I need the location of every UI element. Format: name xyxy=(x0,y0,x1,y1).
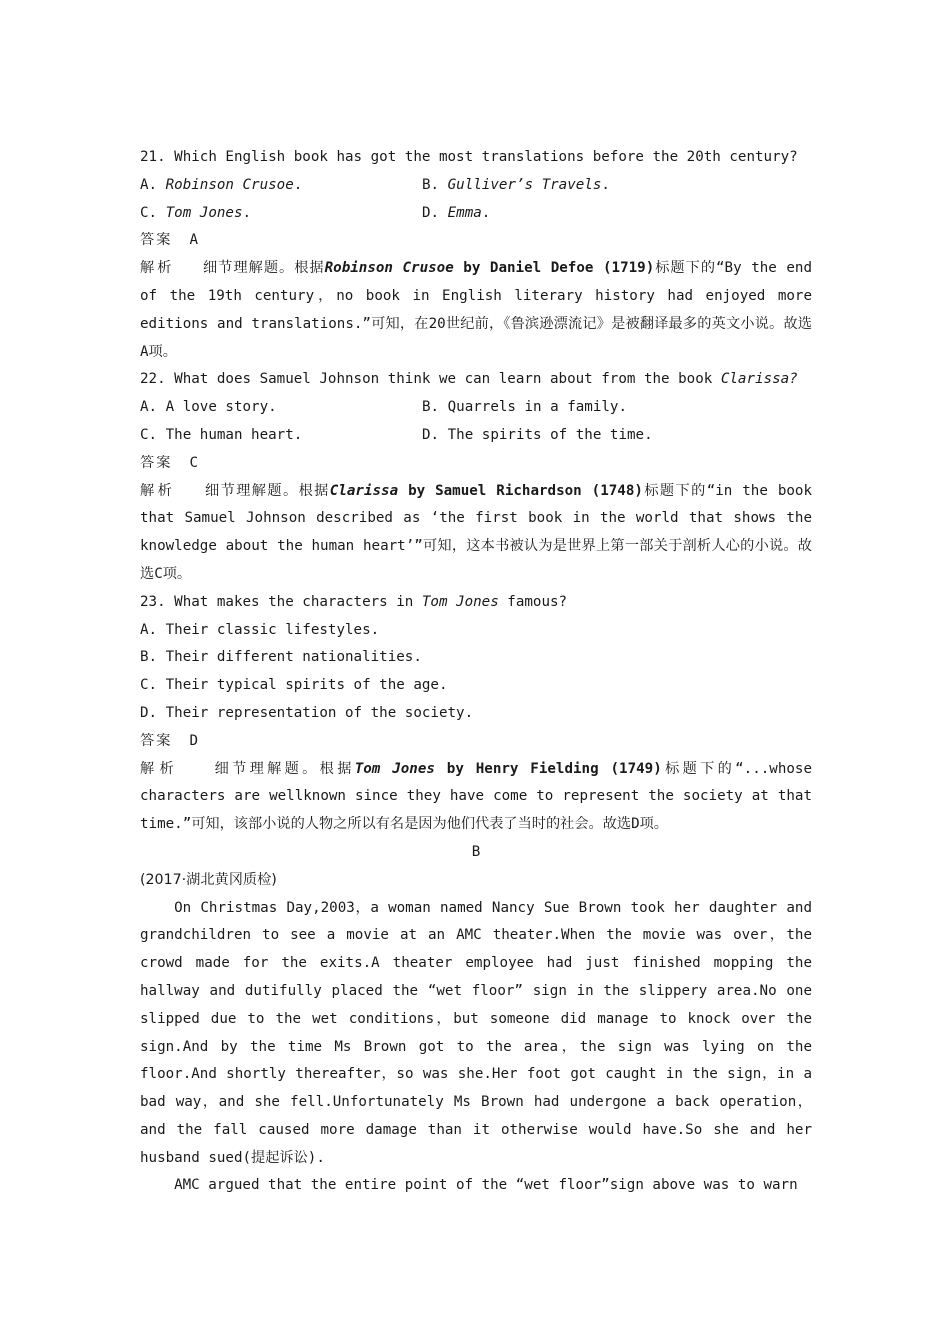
passage-paragraph: On Christmas Day,2003，a woman named Nancy Sue Brown took her daughter and grandchildren to see a movie at an AMC theater.When the movie was over，the crowd made for the exits.A theater employee had just finished mopping the hallway and dutifully placed the “wet floor” sign in the slippery area.No one slipped due to the wet conditions，but someone did manage to knock over the sign.And by the time Ms Brown got to the area，the sign was lying on the floor.And shortly thereafter，so was she.Her foot got caught in the sign，in a bad way，and she fell.Unfortunately Ms Brown had undergone a back operation，and the fall caused more damage than it otherwise would have.So she and her husband sued(提起诉讼). xyxy=(140,899,812,1166)
options-row xyxy=(140,172,812,200)
passage-paragraph: AMC argued that the entire point of the “wet floor”sign above was to warn xyxy=(174,1177,798,1194)
question-23: 23. What makes the characters in Tom Jones famous? xyxy=(140,593,568,610)
options-row xyxy=(140,422,812,450)
options-row xyxy=(140,394,812,422)
option-c: C. The human heart. xyxy=(140,426,303,443)
option-a: A. Robinson Crusoe. xyxy=(140,176,303,193)
option-b: B. Quarrels in a family. xyxy=(422,399,627,416)
option-c: C. Tom Jones. xyxy=(140,204,252,221)
document-content xyxy=(140,144,812,1200)
analysis-paragraph: 解析 细节理解题。根据Tom Jones by Henry Fielding (1749)标题下的“...whose characters are wellknown since they have come to represent the society at that time.”可知，该部小说的人物之所以有名是因为他们代表了当时的社会。故选D项。 xyxy=(140,760,813,833)
option-d: D. The spirits of the time. xyxy=(422,426,653,443)
analysis-paragraph: 解析 细节理解题。根据Clarissa by Samuel Richardson (1748)标题下的“in the book that Samuel Johnson described as ‘the first book in the world that shows the knowledge about the human heart’”可知，这本书被认为是世界上第一部关于剖析人心的小说。故选C项。 xyxy=(140,482,813,582)
answer-line: 答案 D xyxy=(140,732,199,749)
answer-line: 答案 C xyxy=(140,454,199,471)
analysis-paragraph: 解析 细节理解题。根据Robinson Crusoe by Daniel Defoe (1719)标题下的“By the end of the 19th century，no book in English literary history had enjoyed more editions and translations.”可知，在20世纪前，《鲁滨逊漂流记》是被翻译最多的英文小说。故选A项。 xyxy=(140,260,812,360)
option-b: B. Gulliver’s Travels. xyxy=(422,176,610,193)
section-heading: B xyxy=(471,843,481,860)
question-21: 21. Which English book has got the most translations before the 20th century? xyxy=(140,149,798,165)
source-note: (2017·湖北黄冈质检) xyxy=(140,871,277,888)
option-a: A. Their classic lifestyles. xyxy=(140,621,380,638)
option-c: C. Their typical spirits of the age. xyxy=(140,677,448,694)
option-a: A. A love story. xyxy=(140,399,277,416)
answer-line: 答案 A xyxy=(140,232,199,249)
option-d: D. Their representation of the society. xyxy=(140,704,474,721)
options-row xyxy=(140,200,812,228)
option-b: B. Their different nationalities. xyxy=(140,649,422,666)
question-22: 22. What does Samuel Johnson think we can learn about from the book Clarissa? xyxy=(140,371,798,388)
option-d: D. Emma. xyxy=(422,204,491,221)
